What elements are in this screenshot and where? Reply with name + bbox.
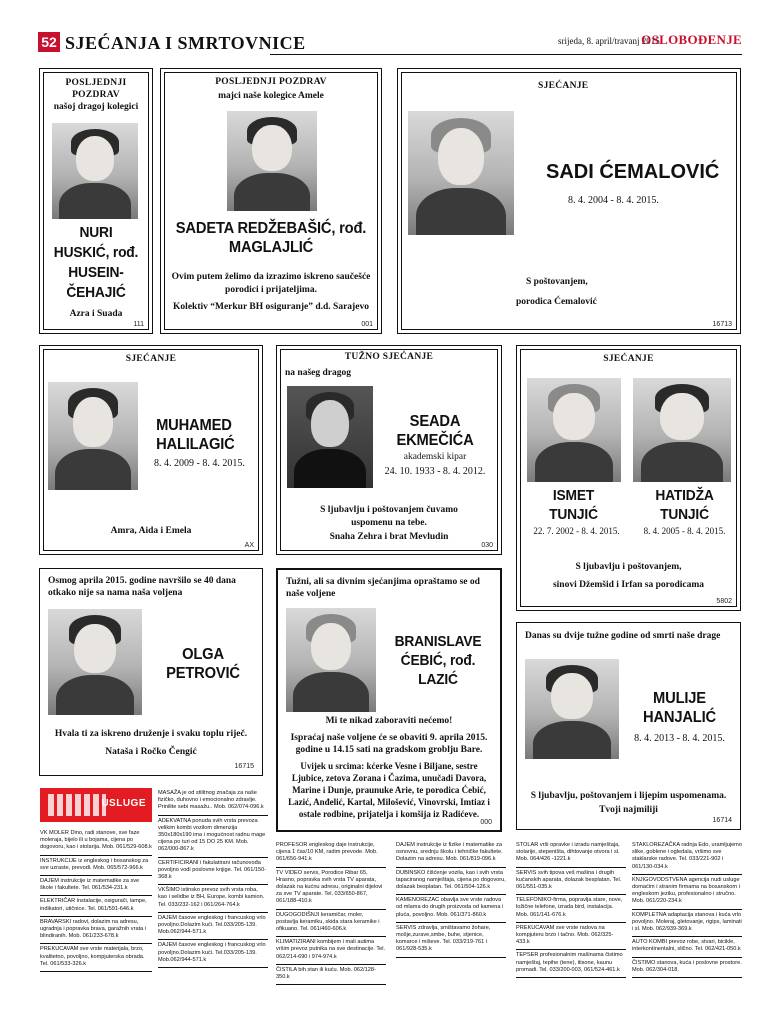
page-header: [38, 30, 742, 58]
notice-dates-1: 22. 7. 2002 - 8. 4. 2015.: [533, 526, 620, 536]
deceased-name: SEADA EKMEČIĆA: [396, 413, 474, 449]
notice-signature: Amra, Aida i Emela: [110, 526, 192, 536]
notice-heading: SJEĆANJE: [538, 81, 589, 91]
classified-ad: DAJEM instrukcije iz matematike za sve škole i fakultete. Tel. 061/534-231.k: [40, 876, 152, 896]
classifieds-column-5: [516, 840, 626, 978]
notice-cemalovic: [397, 68, 741, 334]
notice-heading: POSLJEDNJI POZDRAV: [65, 78, 127, 100]
deceased-name: BRANISLAVE ĆEBIĆ, rođ. LAZIĆ: [394, 633, 482, 688]
notice-petrovic: [39, 568, 263, 776]
notice-ekmecic: [276, 345, 502, 555]
classified-ad: VKŠIMO istinsko prevoz svih vrsta roba, kao i selidbe iz BH, Europe, kombi kamion. Tel. 033/232-162 i 061/264-764.k: [158, 885, 268, 913]
deceased-title: akademski kipar: [403, 452, 467, 462]
notice-signature: porodica Ćemalović: [516, 297, 597, 307]
notice-tunjic: [516, 345, 741, 611]
notice-code: 5802: [716, 598, 732, 605]
classified-ad: ČISTIMO stanova, kuća i poslovne prostore. Mob. 062/304-018.: [632, 958, 742, 978]
classified-ad: DAJEM časove engleskog i francuskog vrlo povoljno.Dolazim kući. Tel.033/205-139. Mob.062/944-571.k: [158, 913, 268, 941]
classified-ad: ELEKTRIČAR instalacije, osigurači, lampe, indikatori, utičnice. Tel. 061/591-646.k: [40, 896, 152, 916]
classified-ad: MASAŽA je od stilitnog značaja za naše fizičko, duhovno i emocionalno zdravlje. Prinilite sebi masažu.. Mob. 062/074-096.k: [158, 788, 268, 816]
classified-ad: STAKLOREZAČKA radnja Edo, uramljujemo slike, goblene i ogledala, vršimo sve staklarske radove. Tel. 033/221-902 i 061/130-034.k: [632, 840, 742, 875]
page-number: 52: [38, 32, 60, 52]
notice-text-3: Uvijek u srcima: kćerke Vesne i Biljane, sestre Ljubice, zetova Zorana i Čazima, unučadi Davora, Marine i Dunje, praunuke Arie, te porodica Ćebić, Lazić, Anđelić, Kartal, Milošević, Vinovrski, Imtiaz i ostale rodbine, prijatelja i komšija iz Radićeve.: [288, 761, 490, 819]
classified-ad: KNJIGOVODSTVENA agencija nudi usluge domaćim i stranim firmama na bosanskom i engleskom jeziku, profesionalno i stručno. Mob. 061/220-234.k: [632, 875, 742, 910]
notice-text: S ljubavlju i poštovanjem,: [575, 562, 682, 572]
notice-code: 16713: [712, 321, 732, 328]
notice-text-1: Mi te nikad zaboraviti nećemo!: [325, 716, 453, 726]
notice-signature: Kolektiv “Merkur BH osiguranje” d.d. Sarajevo: [173, 302, 369, 312]
notice-signature: Tvoji najmiliji: [599, 805, 658, 815]
notice-text: S poštovanjem,: [526, 277, 588, 287]
notice-code: AX: [244, 542, 254, 549]
classified-ad: STOLAR vrši opravke i izradu namještaja, stolarije, stepeništa, dihtovanje otvora i sl. Mob. 064/426 -1221.k: [516, 840, 626, 868]
classified-ad: PREKUCAVAM sve vrste materijala, brzo, kvalitetno, povoljno, kompjuterska obrada. Tel. 061/533-326.k: [40, 944, 152, 972]
notice-code: 000: [480, 819, 492, 826]
classified-ad: PROFESOR engleskog daje instrukcije, cijena 1 čas/10 KM, radim prevode. Mob. 061/656-941.k: [276, 840, 386, 868]
notice-heading: Tužni, ali sa divnim sjećanjima opraštamo se od naše voljene: [286, 577, 480, 599]
classified-ad: PREKUCAVAM sve vrste radova na kompjuteru brzo i tačno. Mob. 062/325-433.k: [516, 923, 626, 951]
notice-subheading: na našeg dragog: [285, 368, 351, 378]
notice-dates: 8. 4. 2009 - 8. 4. 2015.: [154, 458, 245, 469]
classified-ad: DUBINSKO čišćenje vozila, kao i svih vrsta tapaciranog namještaja, cijena po dogovoru, dolazak besplatan. Tel. 061/504-126.k: [396, 868, 506, 896]
classified-ad: AUTO KOMBI prevoz robe, stvari, bicikle, interkontinentalni, slično. Tel. 062/421-050.k: [632, 937, 742, 957]
notice-heading: SJEĆANJE: [125, 354, 177, 364]
classified-ad: SERVIS zdravlja, smištavamo žohare, mošje,zurave,smbe, buhe, stjenice, komarce i miševe. Tel. 033/219-761 i 061/928-535.k: [396, 923, 506, 958]
notice-text-2: Ispraćaj naše voljene će se obaviti 9. aprila 2015. godine u 14.15 sati na gradskom groblju Bare.: [290, 733, 488, 755]
notice-dates: 8. 4. 2013 - 8. 4. 2015.: [634, 733, 725, 744]
portrait-photo: [287, 386, 373, 488]
classified-ad: CERTIFICIRANI i fakulatirani računovođa povoljno vodi poslovne knjige. Tel. 061/150-368.k: [158, 858, 268, 886]
classified-ad: TV VIDEO servis, Porodice Ribar 65, Hrasno, popravka svih vrsta TV aparata, dolazak na kućnu adresu, originalni dijelovi za sve TV aparate. Tel. 033/650-867, 061/188-410.k: [276, 868, 386, 910]
notice-text: Hvala ti za iskreno druženje i svaku toplu riječ.: [54, 729, 248, 739]
notice-heading: Osmog aprila 2015. godine navršilo se 40 dana otkako nije sa nama naša voljena: [48, 576, 236, 598]
notice-halilagic: [39, 345, 263, 555]
notice-subheading: majci naše kolegice Amele: [218, 91, 324, 101]
portrait-photo: [227, 111, 317, 211]
deceased-name-1: ISMET TUNJIĆ: [549, 487, 598, 523]
portrait-photo: [52, 123, 138, 219]
deceased-name: SADI ĆEMALOVIĆ: [546, 161, 720, 183]
notice-heading: Danas su dvije tužne godine od smrti naše drage: [525, 631, 721, 641]
classified-ad: INSTRUKCIJE iz engleskog i bosanskog za sve uzraste, prevodi. Mob. 065/572-966.k: [40, 856, 152, 876]
notice-dates-2: 8. 4. 2005 - 8. 4. 2015.: [643, 526, 726, 536]
classified-ad: ADEKVATNA ponuda svih vrsta prevoza velikim kombi vozilom dimenzija 350x180x190 ima i mogućnost radnu mage cijena po turi od 15 DO 25 KM. Mob. 062/000-867.k: [158, 816, 268, 858]
classified-ad: KAMENOREZAC obavlja sve vrste radova od mlama do drugih proizvoda od kamena i pluća, povoljno. Mob. 061/371-860.k: [396, 895, 506, 923]
portrait-photo: [48, 382, 138, 490]
classified-ad: KLIMATIZIRANI kombijem i mali autima vršim prevoz putnika na sve destinacije. Tel. 062/214-690 i 974-974.k: [276, 937, 386, 965]
notice-redzebasic: [160, 68, 382, 334]
notice-signature: Azra i Suada: [69, 309, 123, 319]
notice-code: 001: [361, 321, 373, 328]
deceased-name: OLGA PETROVIĆ: [166, 646, 240, 682]
portrait-photo: [525, 659, 619, 759]
portrait-photo: [48, 609, 142, 715]
portrait-photo: [408, 111, 514, 235]
classified-ad: DUGOGODIŠNJI keramičar, moler, postavlja keramiku, skida stara kerаmike i ofikuano. Tel. 061/460-606.k: [276, 910, 386, 938]
classified-ad: TELEFONIKO-firma, popravlja stare, nove, ložične telefone, izrada bird, instalacija. Mob. 061/141-676.k: [516, 895, 626, 923]
notice-heading: SJEĆANJE: [603, 354, 654, 364]
deceased-name: SADETA REDŽEBAŠIĆ, rođ. MAGLAJLIĆ: [175, 220, 367, 256]
notice-huskic: [39, 68, 153, 334]
notice-code: 111: [133, 321, 144, 328]
classifieds-banner: [40, 788, 152, 822]
notice-code: 030: [481, 542, 493, 549]
notice-text: S ljubavlju i poštovanjem čuvamo uspomenu na tebe.: [320, 505, 458, 528]
classified-ad: VK MOLER Dino, radi stanove, sve faze molerajа, bijelo ili u bojama, cijena po dogovoru, kao i stolarija. Mob. 061/529-608.k: [40, 828, 152, 856]
notice-code: 16715: [234, 763, 254, 770]
notice-cebic: [276, 568, 502, 832]
notice-signature: Nataša i Ročko Čengić: [105, 747, 197, 757]
tools-icon: [48, 794, 106, 816]
classifieds-column-1: [40, 828, 152, 972]
classified-ad: KOMPLETNA adaptacija stanova i kuća vrlo povoljno. Moleraj, gletovanje, rigips, laminati i sl. Mob. 062/939-369.k: [632, 910, 742, 938]
classifieds-column-6: [632, 840, 742, 978]
header-rule: [270, 54, 742, 55]
deceased-name-2: HATIDŽA TUNJIĆ: [655, 487, 714, 523]
section-title: SJEĆANJA I SMRTOVNICE: [65, 33, 306, 53]
notice-heading: TUŽNO SJEĆANJE: [344, 352, 434, 362]
notice-dates: 24. 10. 1933 - 8. 4. 2012.: [384, 466, 486, 477]
classified-ad: SERVIS svih tipova veš mašina i drugih kućanskih aparata, dolazak besplatan. Tel. 061/551-035.k: [516, 868, 626, 896]
issue-date: srijeda, 8. april/travanj 2015.: [558, 36, 662, 46]
notice-signature: Snaha Zehra i brat Mevludin: [329, 532, 449, 542]
classified-ad: BRAVARSKI radovi, dolazim na adresu, ugradnja i popravka brava, garažnih vrata i blindiranih. Mob. 061/233-678.k: [40, 917, 152, 945]
notice-heading: POSLJEDNJI POZDRAV: [215, 77, 327, 87]
deceased-name: MULIJE HANJALIĆ: [643, 690, 716, 726]
portrait-photo-ismet: [527, 378, 621, 482]
notice-dates: 8. 4. 2004 - 8. 4. 2015.: [568, 195, 659, 206]
notice-text: S ljubavlju, poštovanjem i lijepim uspomenama.: [530, 791, 727, 801]
classifieds-column-2: [158, 788, 268, 968]
classified-ad: ČISTILA bih stan ili kuću. Mob. 062/128-350.k: [276, 965, 386, 985]
classified-ad: DAJEM časove engleskog i francuskog vrlo povoljno.Dolazim kući. Tel.033/205-139. Mob.062/944-571.k: [158, 940, 268, 968]
newspaper-logo: OSLOBOĐENJE: [641, 32, 742, 47]
deceased-name: MUHAMED HALILAGIĆ: [156, 417, 235, 453]
notice-code: 16714: [712, 817, 732, 824]
notice-text: Ovim putem želimo da izrazimo iskreno saučešće porodici i prijateljima.: [171, 272, 371, 295]
classified-ad: DAJEM instrukcije iz fizike i matematike za osnovnu, srednju školu i tehničke fakultete. Dolazim na adresu. Mob. 061/819-096.k: [396, 840, 506, 868]
classifieds-label: USLUGE: [101, 798, 146, 809]
notice-signature: sinovi Džemšid i Irfan sa porodicama: [552, 580, 705, 590]
notice-hanjalic: [516, 622, 741, 830]
portrait-photo: [286, 608, 376, 712]
deceased-name: NURI HUSKIĆ, rođ. HUSEIN-ČEHAJIĆ: [53, 224, 139, 301]
classifieds-column-4: [396, 840, 506, 958]
classified-ad: TEPSER profesionalnim mašinama čistimo namještaj, tepihe (tene), itisone, kaunu promadi. Tel. 033/200-003, 061/524-461.k: [516, 950, 626, 978]
notice-subheading: našoj dragoj kolegici: [53, 102, 139, 112]
classifieds-column-3: [276, 840, 386, 985]
portrait-photo-hatidza: [633, 378, 731, 482]
